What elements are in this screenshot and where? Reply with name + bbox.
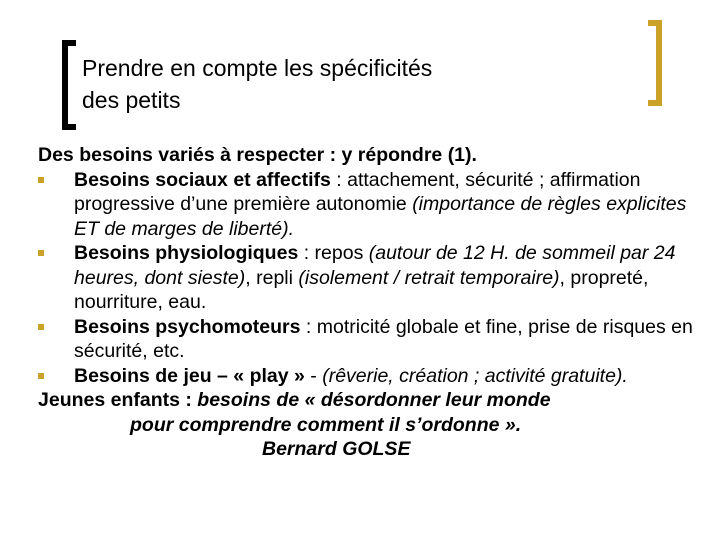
bullet-text: : repos [298, 242, 369, 264]
bullet-square-icon [38, 177, 44, 183]
slide-title [82, 52, 642, 116]
bullet-social-affective [38, 168, 710, 242]
intro-line: Des besoins variés à respecter : y répondre (1). [38, 144, 477, 166]
title-bracket-right [648, 20, 662, 106]
title-bracket-left [62, 40, 76, 130]
slide-title-line-1: Prendre en compte les spécificités [82, 55, 433, 81]
bullet-psychomotor [38, 315, 710, 364]
quote-author: Bernard GOLSE [262, 438, 411, 460]
bullet-text: : attachement, sécurité ; affirmation progressive d’une première autonomie [74, 168, 641, 215]
bullet-italic: (autour de 12 H. de sommeil par 24 heures, dont sieste) [74, 242, 676, 289]
bullet-label: Besoins sociaux et affectifs [74, 168, 331, 191]
bullet-play [38, 364, 710, 389]
bullet-physiological [38, 241, 710, 315]
bullet-label: Besoins psychomoteurs [74, 315, 301, 338]
bullet-text: - [304, 364, 323, 387]
bullet-square-icon [38, 324, 44, 330]
bullet-italic: (rêverie, création ; activité gratuite). [322, 364, 628, 387]
bullet-italic-2: (isolement / retrait temporaire) [298, 266, 560, 289]
quote-block [38, 388, 710, 462]
slide-title-line-2: des petits [82, 87, 181, 113]
bullet-square-icon [38, 250, 44, 256]
bullet-tail: , propreté, nourriture, eau. [74, 266, 649, 313]
bullet-label: Besoins de jeu – « play » [74, 364, 305, 387]
bullet-label: Besoins physiologiques [74, 242, 299, 264]
bullet-square-icon [38, 373, 44, 379]
bullet-text: : motricité globale et fine, prise de risques en sécurité, etc. [74, 315, 693, 362]
bullet-italic: (importance de règles explicites ET de marges de liberté). [74, 193, 687, 240]
bullet-mid: , repli [245, 266, 299, 289]
quote-line-2: pour comprendre comment il s’ordonne ». [130, 413, 522, 436]
quote-lead: Jeunes enfants : [38, 389, 198, 411]
quote-line-1: besoins de « désordonner leur monde [197, 389, 551, 411]
slide-body [38, 143, 710, 462]
